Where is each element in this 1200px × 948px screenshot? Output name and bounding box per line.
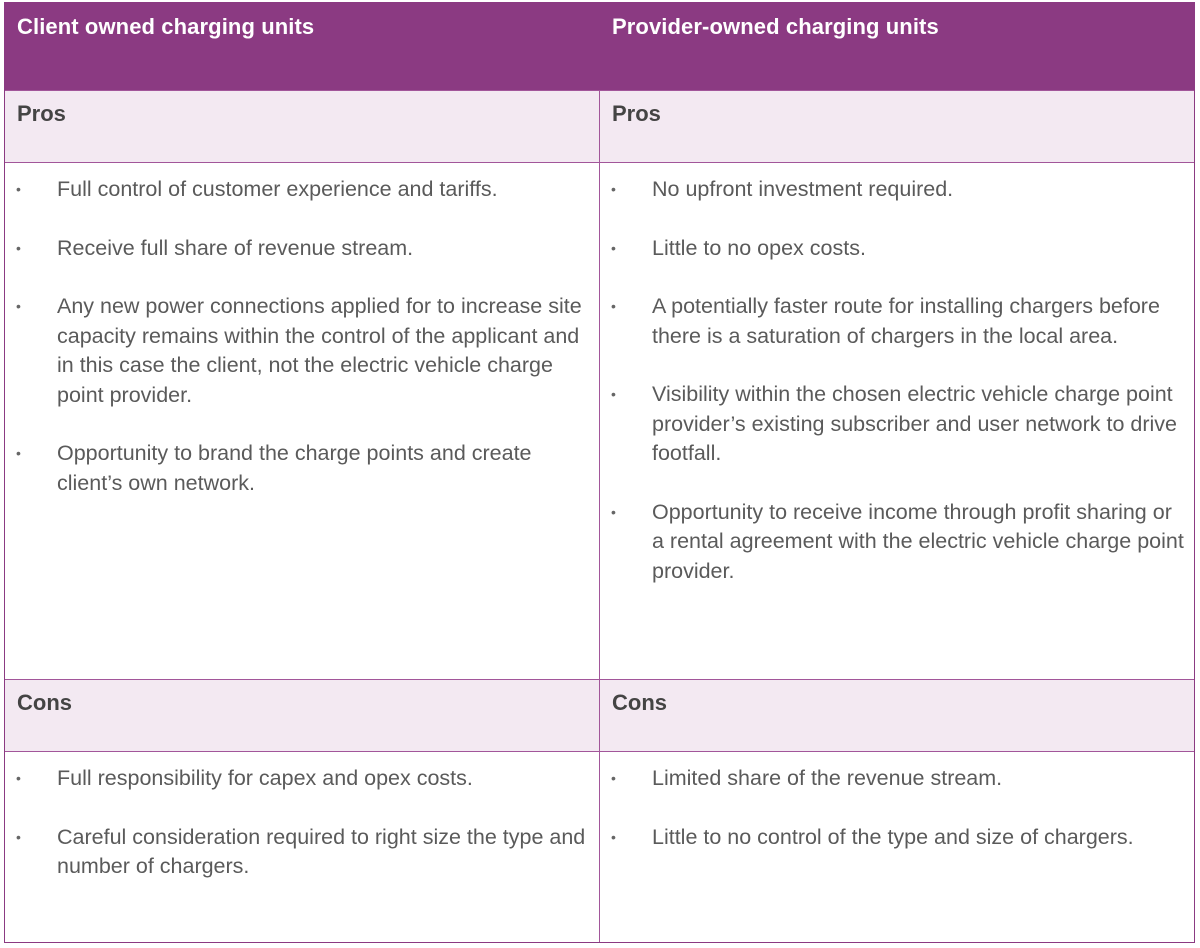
list-item-text: Little to no opex costs. [652, 235, 866, 260]
bullet-icon: • [611, 386, 616, 402]
list-item [600, 292, 1186, 351]
pros-subhead-left [5, 90, 600, 163]
list-item [600, 175, 1186, 205]
pros-label-left: Pros [17, 101, 66, 126]
cons-label-left: Cons [17, 690, 72, 715]
list-item-text: A potentially faster route for installing chargers before there is a saturation of chargers in the local area. [652, 294, 1160, 348]
bullet-icon: • [611, 181, 616, 197]
list-item [5, 175, 591, 205]
bullet-icon: • [16, 181, 21, 197]
list-item [5, 234, 591, 264]
cons-list-left [5, 764, 591, 882]
cons-subhead-right [600, 679, 1194, 752]
list-item [5, 439, 591, 498]
list-item-text: Visibility within the chosen electric vehicle charge point provider’s existing subscriber and user network to drive footfall. [652, 382, 1178, 465]
bullet-icon: • [611, 239, 616, 256]
cons-list-left-cell [5, 752, 600, 942]
list-item-text: No upfront investment required. [652, 177, 954, 201]
list-item-text: Full control of customer experience and tariffs. [57, 177, 498, 201]
header-provider-owned-label: Provider-owned charging units [612, 14, 939, 39]
list-item-text: Little to no control of the type and size of chargers. [652, 824, 1134, 849]
list-item [5, 292, 591, 410]
pros-label-right: Pros [612, 101, 661, 126]
comparison-table [4, 2, 1195, 943]
list-item [600, 234, 1186, 264]
list-item-text: Receive full share of revenue stream. [57, 235, 414, 260]
bullet-icon: • [611, 828, 616, 845]
bullet-icon: • [16, 298, 21, 314]
pros-subhead-right [600, 90, 1194, 163]
header-client-owned-label: Client owned charging units [17, 14, 315, 39]
list-item-text: Careful consideration required to right size the type and number of chargers. [57, 824, 586, 878]
cons-subhead-left [5, 679, 600, 752]
list-item [600, 823, 1186, 853]
pros-list-right-cell [600, 163, 1194, 679]
bullet-icon: • [16, 239, 21, 256]
list-item-text: Opportunity to receive income through profit sharing or a rental agreement with the electric vehicle charge point provider. [652, 499, 1184, 583]
list-item [5, 823, 591, 882]
list-item-text: Opportunity to brand the charge points and create client’s own network. [57, 441, 532, 495]
bullet-icon: • [16, 445, 21, 461]
bullet-icon: • [611, 298, 616, 314]
header-provider-owned [600, 3, 1194, 90]
pros-list-left [5, 175, 591, 498]
header-client-owned [5, 3, 600, 90]
bullet-icon: • [16, 828, 21, 845]
list-item [600, 498, 1186, 587]
pros-list-right [600, 175, 1186, 586]
bullet-icon: • [16, 770, 21, 786]
cons-list-right [600, 764, 1186, 852]
list-item [600, 764, 1186, 794]
bullet-icon: • [611, 503, 616, 520]
cons-list-right-cell [600, 752, 1194, 942]
list-item-text: Any new power connections applied for to increase site capacity remains within the control of the applicant and in this case the client, not the electric vehicle charge point provider. [57, 294, 582, 407]
list-item [5, 764, 591, 794]
bullet-icon: • [611, 770, 616, 786]
list-item-text: Full responsibility for capex and opex costs. [57, 766, 473, 790]
cons-label-right: Cons [612, 690, 667, 715]
list-item [600, 380, 1186, 469]
pros-list-left-cell [5, 163, 600, 679]
list-item-text: Limited share of the revenue stream. [652, 766, 1003, 790]
